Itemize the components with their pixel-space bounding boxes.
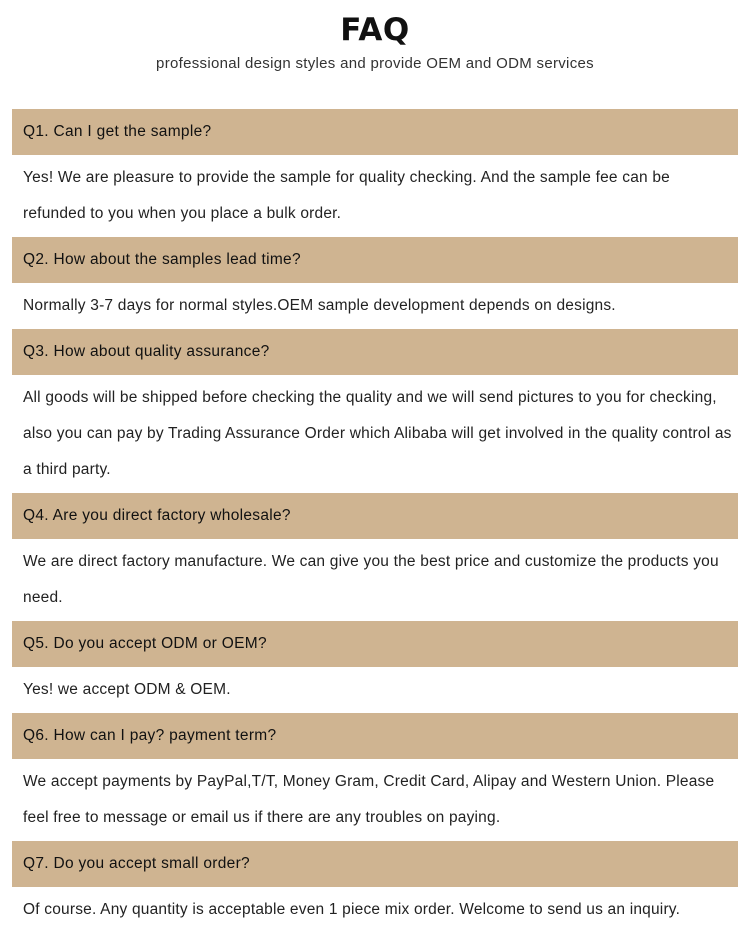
faq-question-3: Q3. How about quality assurance? [12, 329, 738, 375]
faq-list [12, 109, 738, 933]
faq-item-3 [12, 329, 738, 493]
page-title: FAQ [340, 12, 410, 48]
faq-answer-6: We accept payments by PayPal,T/T, Money Gram, Credit Card, Alipay and Western Union. Please feel free to message or email us if there are any troubles on paying. [23, 773, 715, 826]
faq-answer-5: Yes! we accept ODM & OEM. [23, 681, 231, 698]
faq-answer-3: All goods will be shipped before checking the quality and we will send pictures to you for checking, also you can pay by Trading Assurance Order which Alibaba will get involved in the quality control as a third party. [23, 389, 732, 478]
faq-answer-4: We are direct factory manufacture. We can give you the best price and customize the products you need. [23, 553, 719, 606]
faq-item-5 [12, 621, 738, 713]
page-subtitle: professional design styles and provide OEM and ODM services [156, 55, 594, 72]
faq-question-4: Q4. Are you direct factory wholesale? [12, 493, 738, 539]
faq-item-6 [12, 713, 738, 841]
faq-item-1 [12, 109, 738, 237]
faq-question-2: Q2. How about the samples lead time? [12, 237, 738, 283]
faq-question-1: Q1. Can I get the sample? [12, 109, 738, 155]
faq-item-2 [12, 237, 738, 329]
faq-question-5: Q5. Do you accept ODM or OEM? [12, 621, 738, 667]
faq-item-4 [12, 493, 738, 621]
faq-answer-2: Normally 3-7 days for normal styles.OEM sample development depends on designs. [23, 297, 616, 314]
faq-question-6: Q6. How can I pay? payment term? [12, 713, 738, 759]
faq-question-7: Q7. Do you accept small order? [12, 841, 738, 887]
faq-item-7 [12, 841, 738, 933]
faq-answer-7: Of course. Any quantity is acceptable even 1 piece mix order. Welcome to send us an inquiry. [23, 901, 681, 918]
faq-answer-1: Yes! We are pleasure to provide the sample for quality checking. And the sample fee can be refunded to you when you place a bulk order. [23, 169, 670, 222]
